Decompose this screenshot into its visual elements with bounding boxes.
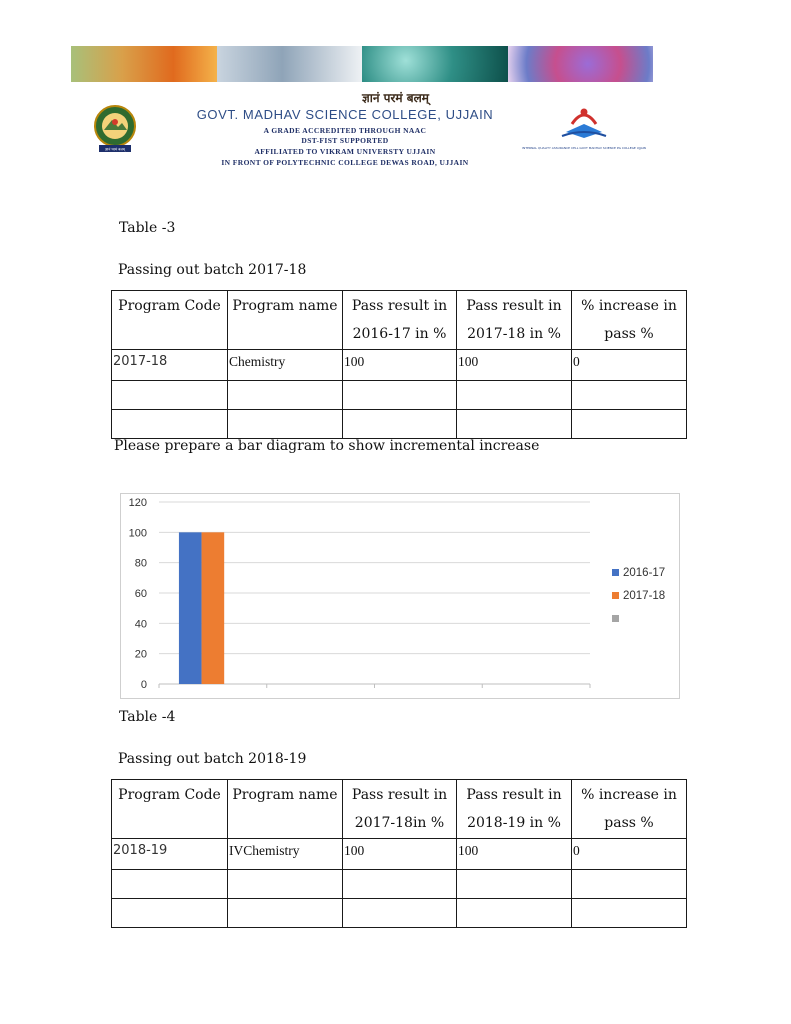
table-row-empty <box>112 899 687 928</box>
table4-cell-curr: 100 <box>457 839 572 870</box>
table3-batch-title: Passing out batch 2017-18 <box>118 262 307 278</box>
bar-chart <box>120 493 680 699</box>
table4-cell-increase: 0 <box>572 839 687 870</box>
table-row <box>112 350 687 381</box>
table4-cell-code: 2018-19 <box>112 839 228 870</box>
table4-header-program-name: Program name <box>228 780 343 839</box>
iqac-caption: INTERNAL QUALITY ASSURANCE CELL GOVT MADHAV SCIENCE PG COLLEGE UJJAIN <box>522 146 646 150</box>
table3-cell-code: 2017-18 <box>112 350 228 381</box>
legend-swatch <box>612 592 619 599</box>
table3-header-program-name: Program name <box>228 291 343 350</box>
table3-header-prev-pass: Pass result in 2016-17 in % <box>343 291 457 350</box>
table-row-empty <box>112 870 687 899</box>
table-row-empty <box>112 410 687 439</box>
table4-header-row <box>112 780 687 839</box>
table4 <box>111 779 687 928</box>
banner-image-molecules <box>362 46 508 82</box>
table3-cell-increase: 0 <box>572 350 687 381</box>
college-name: GOVT. MADHAV SCIENCE COLLEGE, UJJAIN <box>196 107 494 122</box>
table4-header-curr-pass: Pass result in 2018-19 in % <box>457 780 572 839</box>
table4-label: Table -4 <box>119 709 176 725</box>
legend-label: 2016-17 <box>623 567 666 579</box>
table-row-empty <box>112 381 687 410</box>
table4-cell-prev: 100 <box>343 839 457 870</box>
affiliation-line: AFFILIATED TO VIKRAM UNIVERSTY UJJAIN <box>254 147 436 156</box>
header-banner <box>71 46 653 82</box>
table4-header-increase: % increase in pass % <box>572 780 687 839</box>
y-tick-label: 120 <box>128 497 147 509</box>
table3-cell-prev: 100 <box>343 350 457 381</box>
table4-cell-name: IVChemistry <box>228 839 343 870</box>
accreditation-line: A GRADE ACCREDITED THROUGH NAAC <box>263 126 427 135</box>
table4-header-program-code: Program Code <box>112 780 228 839</box>
legend-label: 2017-18 <box>623 590 666 602</box>
y-tick-label: 100 <box>128 527 147 540</box>
legend-swatch <box>612 615 619 622</box>
legend-swatch <box>612 569 619 576</box>
y-tick-label: 0 <box>140 679 147 691</box>
y-tick-label: 80 <box>134 557 147 570</box>
bar-chart-svg <box>121 494 679 698</box>
chart-instruction: Please prepare a bar diagram to show incremental increase <box>114 438 540 454</box>
y-tick-label: 20 <box>134 648 147 661</box>
y-tick-label: 40 <box>134 618 147 631</box>
banner-image-atoms <box>508 46 654 82</box>
table3-header-program-code: Program Code <box>112 291 228 350</box>
banner-image-science <box>71 46 217 82</box>
college-emblem-logo <box>90 104 140 154</box>
table3-cell-name: Chemistry <box>228 350 343 381</box>
table-row <box>112 839 687 870</box>
banner-image-technology <box>217 46 363 82</box>
table3-header-increase: % increase in pass % <box>572 291 687 350</box>
table3-cell-curr: 100 <box>457 350 572 381</box>
table3-header-row <box>112 291 687 350</box>
college-motto: ज्ञानं परमं बलम् <box>362 91 429 105</box>
bar-2016-17 <box>179 532 202 684</box>
table3-header-curr-pass: Pass result in 2017-18 in % <box>457 291 572 350</box>
support-line: DST-FIST SUPPORTED <box>301 136 389 145</box>
address-line: IN FRONT OF POLYTECHNIC COLLEGE DEWAS ROAD, UJJAIN <box>221 158 469 167</box>
iqac-logo <box>522 102 646 158</box>
emblem-caption: ज्ञानं परमं बलम् <box>105 147 125 152</box>
table4-batch-title: Passing out batch 2018-19 <box>118 751 307 767</box>
bar-2017-18 <box>202 532 225 684</box>
table3 <box>111 290 687 439</box>
table4-header-prev-pass: Pass result in 2017-18in % <box>343 780 457 839</box>
y-tick-label: 60 <box>134 588 147 600</box>
table3-label: Table -3 <box>119 220 176 236</box>
